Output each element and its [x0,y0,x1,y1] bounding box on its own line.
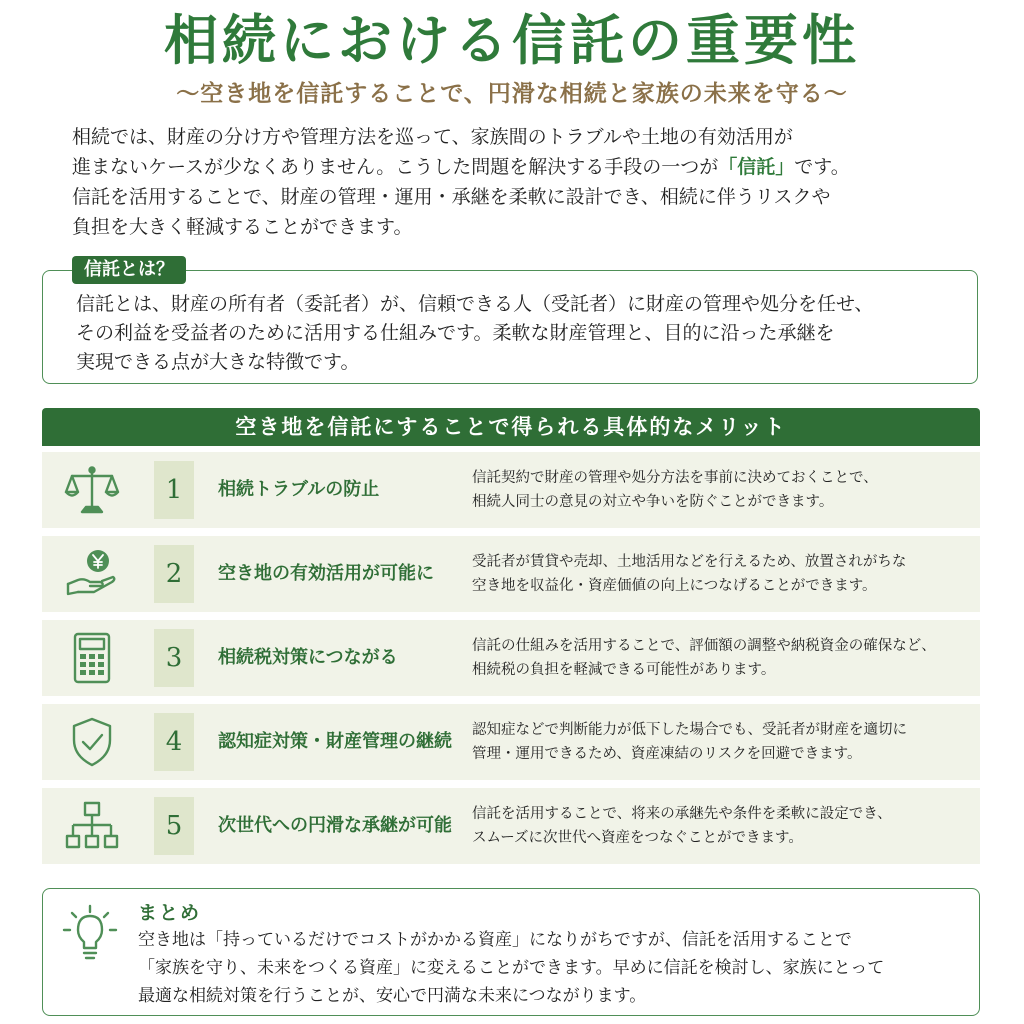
merit-desc-line: 認知症などで判断能力が低下した場合でも、受託者が財産を適切に [472,722,907,738]
intro-highlight: 「信託」 [718,156,795,178]
merit-number: 3 [154,629,194,687]
merit-title: 次世代への円滑な承継が可能 [218,815,452,836]
summary-line: 空き地は「持っているだけでコストがかかる資産」になりがちですが、信託を活用することで [138,930,852,950]
page-subtitle: 〜空き地を信託することで、円滑な相続と家族の未来を守る〜 [176,80,848,107]
merit-desc-line: 管理・運用できるため、資産凍結のリスクを回避できます。 [472,746,862,762]
merit-row-3 [42,620,980,696]
intro-line [72,152,972,182]
intro-paragraph [72,122,972,242]
merit-desc-line: 信託の仕組みを活用することで、評価額の調整や納税資金の確保など、 [472,638,936,654]
merit-description [472,550,972,598]
merit-desc-line: 相続人同士の意見の対立や争いを防ぐことができます。 [472,494,834,510]
what-is-trust-text [76,290,966,377]
merit-title: 認知症対策・財産管理の継続 [218,731,452,752]
merit-desc-line: 信託契約で財産の管理や処分方法を事前に決めておくことで、 [472,470,878,486]
merit-row-2 [42,536,980,612]
merit-title: 空き地の有効活用が可能に [218,563,434,584]
merit-desc-line: 相続税の負担を軽減できる可能性があります。 [472,662,776,678]
merit-number: 2 [154,545,194,603]
merit-title: 相続税対策につながる [218,647,398,668]
shield-check-icon [64,716,120,768]
intro-line: 相続では、財産の分け方や管理方法を巡って、家族間のトラブルや土地の有効活用が [72,126,793,148]
summary-title: まとめ [138,902,202,924]
intro-line: 負担を大きく軽減することができます。 [72,216,413,238]
summary-line: 最適な相続対策を行うことが、安心で円満な未来につながります。 [138,986,647,1006]
intro-text: 進まないケースが少なくありません。こうした問題を解決する手段の一つが [72,156,719,178]
merit-description [472,802,972,850]
merit-description [472,466,972,514]
merit-desc-line: 信託を活用することで、将来の承継先や条件を柔軟に設定でき、 [472,806,892,822]
merit-row-1 [42,452,980,528]
scale-icon [64,464,120,516]
merit-description [472,634,972,682]
what-line: その利益を受益者のために活用する仕組みです。柔軟な財産管理と、目的に沿った承継を [76,322,835,344]
page-title: 相続における信託の重要性 [164,8,860,72]
what-line: 信託とは、財産の所有者（委託者）が、信頼できる人（受託者）に財産の管理や処分を任せ、 [76,293,874,315]
merit-row-4 [42,704,980,780]
merit-number: 4 [154,713,194,771]
calculator-icon [64,632,120,684]
what-line: 実現できる点が大きな特徴です。 [76,351,360,373]
merit-desc-line: 空き地を収益化・資産価値の向上につなげることができます。 [472,578,877,594]
yen-hand-icon [64,548,120,600]
hierarchy-icon [64,800,120,852]
merit-row-5 [42,788,980,864]
intro-line: 信託を活用することで、財産の管理・運用・承継を柔軟に設計でき、相続に伴うリスクや [72,186,831,208]
intro-text: です。 [794,156,850,178]
summary-text [138,926,958,1010]
merit-desc-line: スムーズに次世代へ資産をつなぐことができます。 [472,830,803,846]
merits-header: 空き地を信託にすることで得られる具体的なメリット [42,408,980,446]
merit-desc-line: 受託者が賃貸や売却、土地活用などを行えるため、放置されがちな [472,554,907,570]
merit-description [472,718,972,766]
summary-line: 「家族を守り、未来をつくる資産」に変えることができます。早めに信託を検討し、家族にとって [138,958,885,978]
merit-number: 1 [154,461,194,519]
what-is-trust-tag: 信託とは？ [72,256,186,284]
merit-title: 相続トラブルの防止 [218,479,380,500]
merit-number: 5 [154,797,194,855]
lightbulb-icon [62,904,118,964]
